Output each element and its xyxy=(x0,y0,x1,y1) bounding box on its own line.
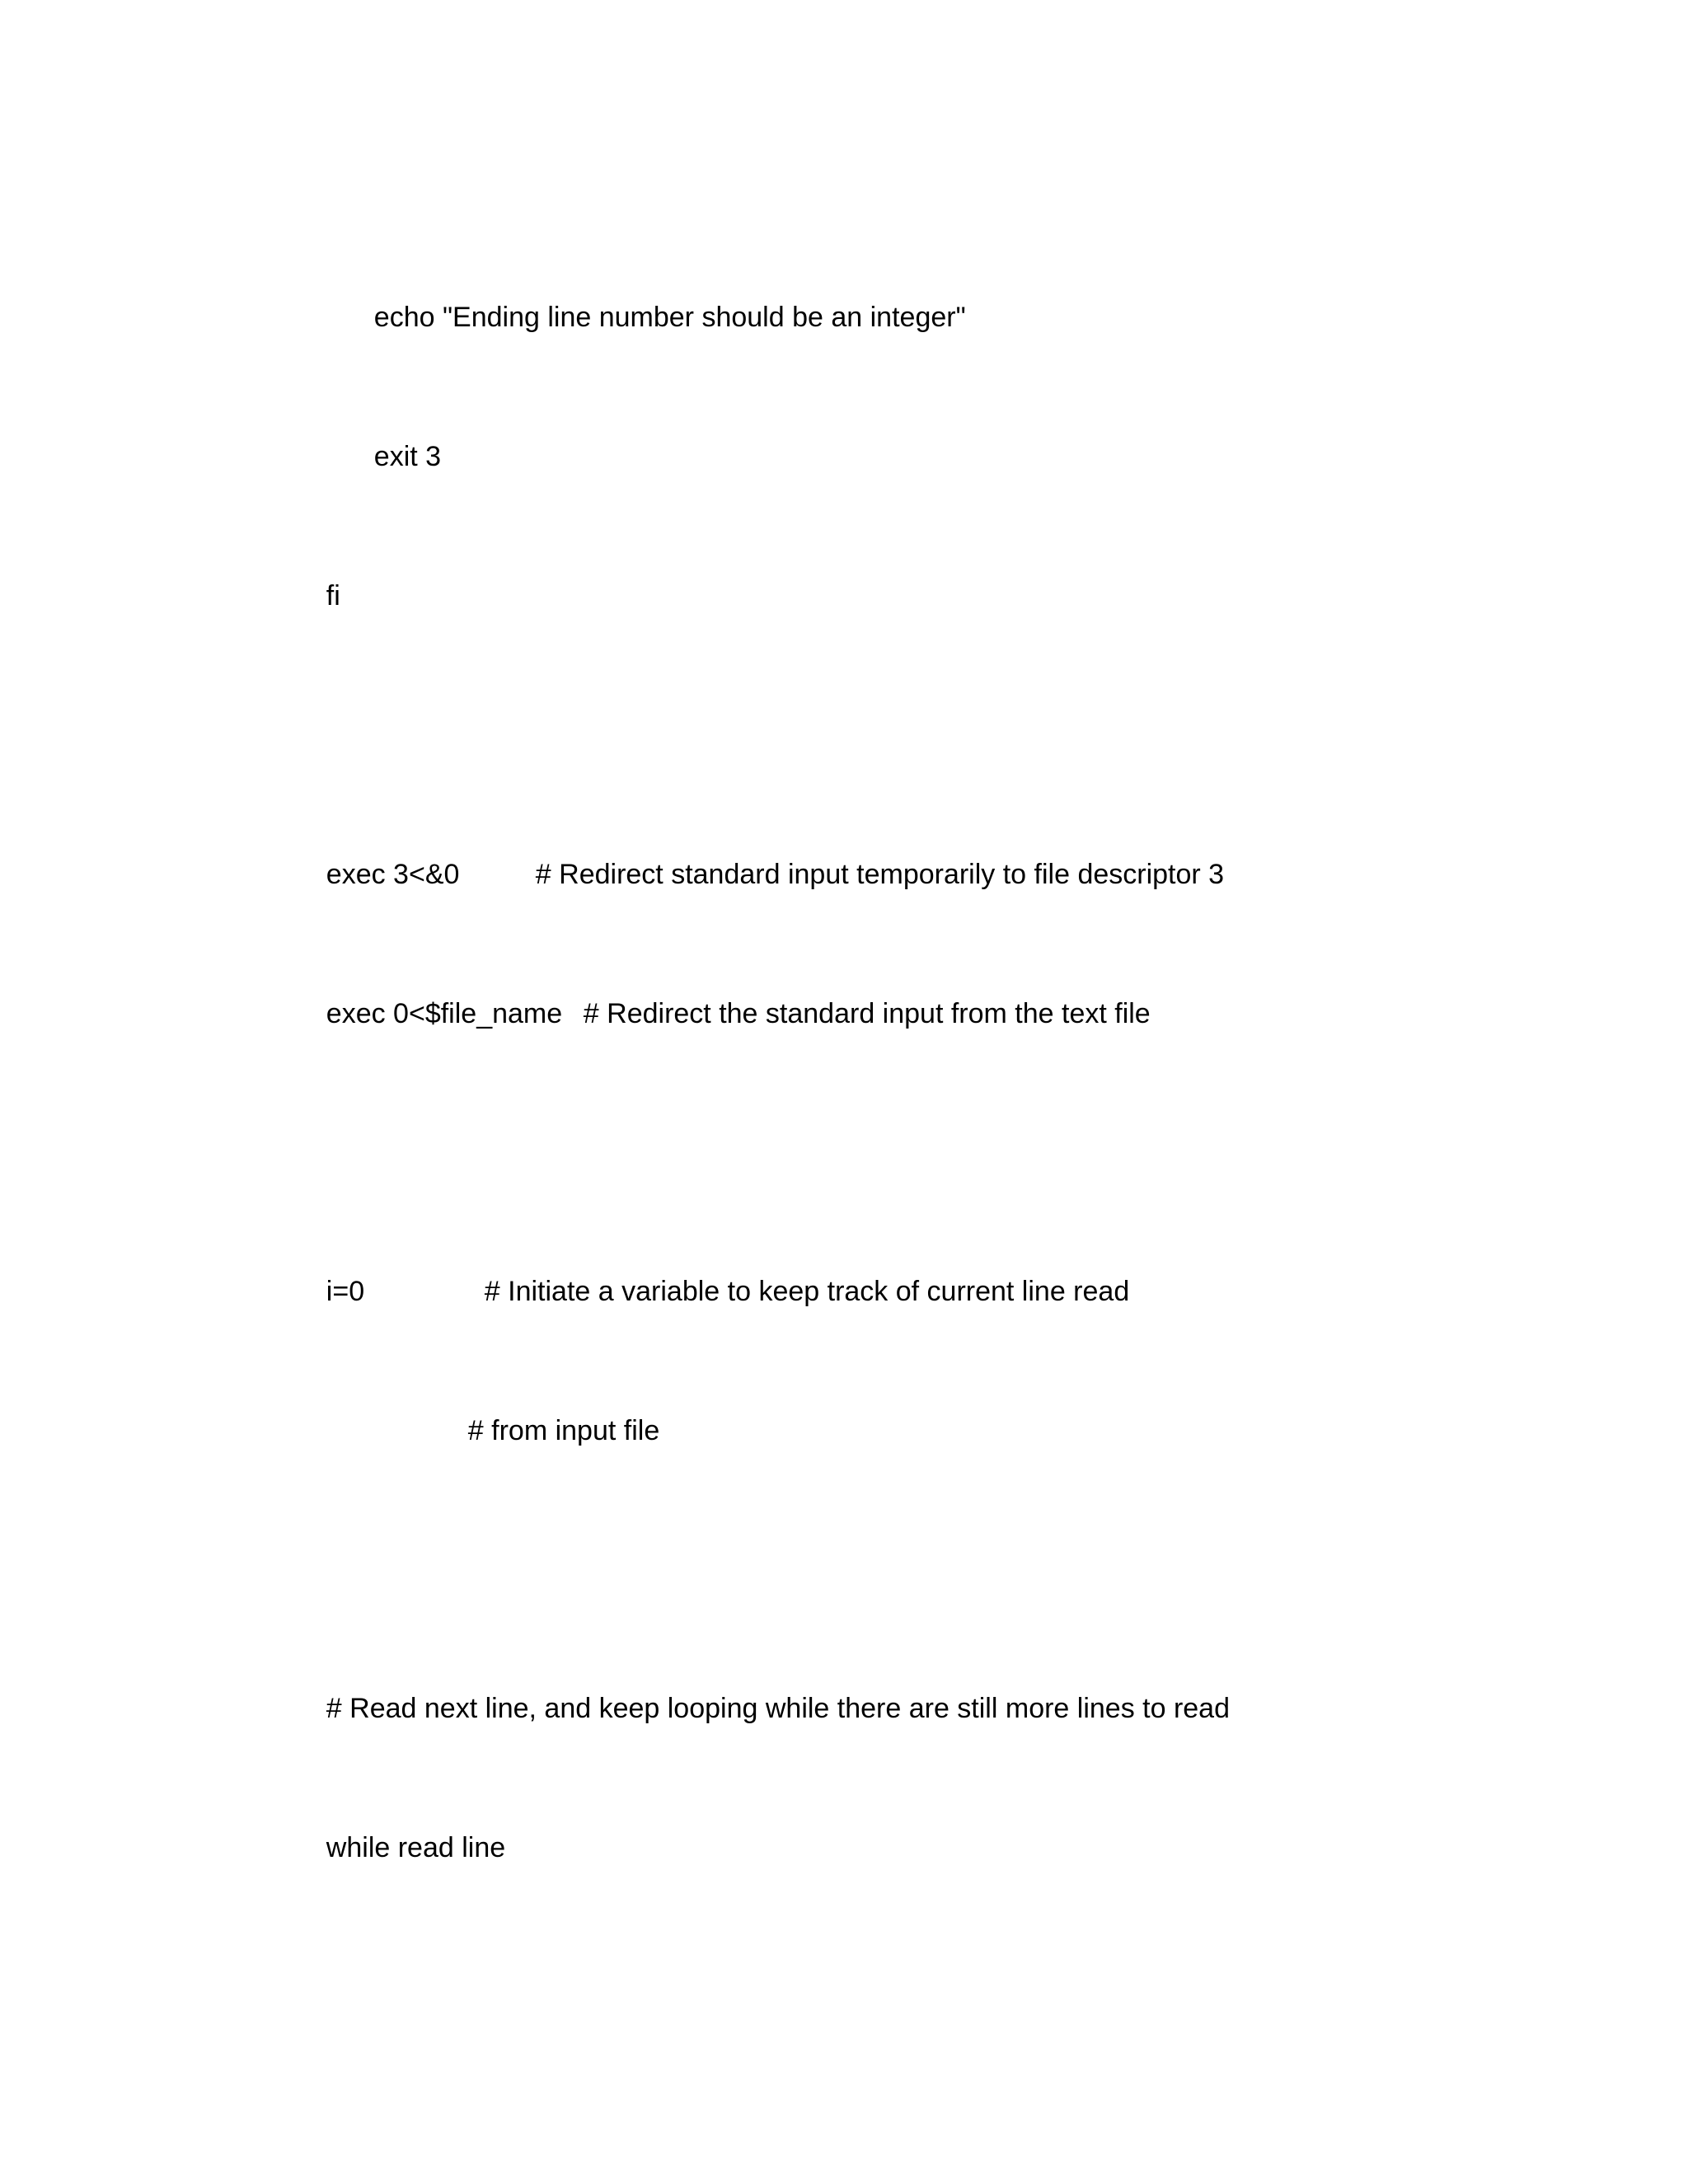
comment-text: # Read next line, and keep looping while there are still more lines to read xyxy=(326,1693,1230,1724)
code-line xyxy=(295,964,562,1063)
code-text: exec 3<&0 xyxy=(326,859,460,890)
code-text: fi xyxy=(326,580,340,612)
code-text: exec 0<$file_name xyxy=(326,998,563,1029)
code-line xyxy=(295,1798,505,1897)
code-line xyxy=(295,825,459,924)
code-text: i=0 xyxy=(326,1276,365,1307)
code-text: echo "Ending line number should be an integer" xyxy=(373,302,966,333)
comment-line xyxy=(295,1659,1230,1758)
code-line xyxy=(295,1242,364,1341)
code-text: while read line xyxy=(326,1832,506,1863)
code-line xyxy=(343,268,966,367)
code-line xyxy=(295,546,340,645)
code-line xyxy=(343,407,441,506)
comment-line xyxy=(504,825,1224,924)
comment-text: # Initiate a variable to keep track of current line read xyxy=(484,1276,1130,1307)
comment-line xyxy=(437,1381,659,1480)
comment-text: # Redirect the standard input from the text file xyxy=(583,998,1151,1029)
comment-text: # from input file xyxy=(467,1415,660,1446)
comment-line xyxy=(453,1242,1129,1341)
code-text: exit 3 xyxy=(373,441,442,472)
comment-line xyxy=(552,964,1151,1063)
comment-text: # Redirect standard input temporarily to file descriptor 3 xyxy=(535,859,1225,890)
